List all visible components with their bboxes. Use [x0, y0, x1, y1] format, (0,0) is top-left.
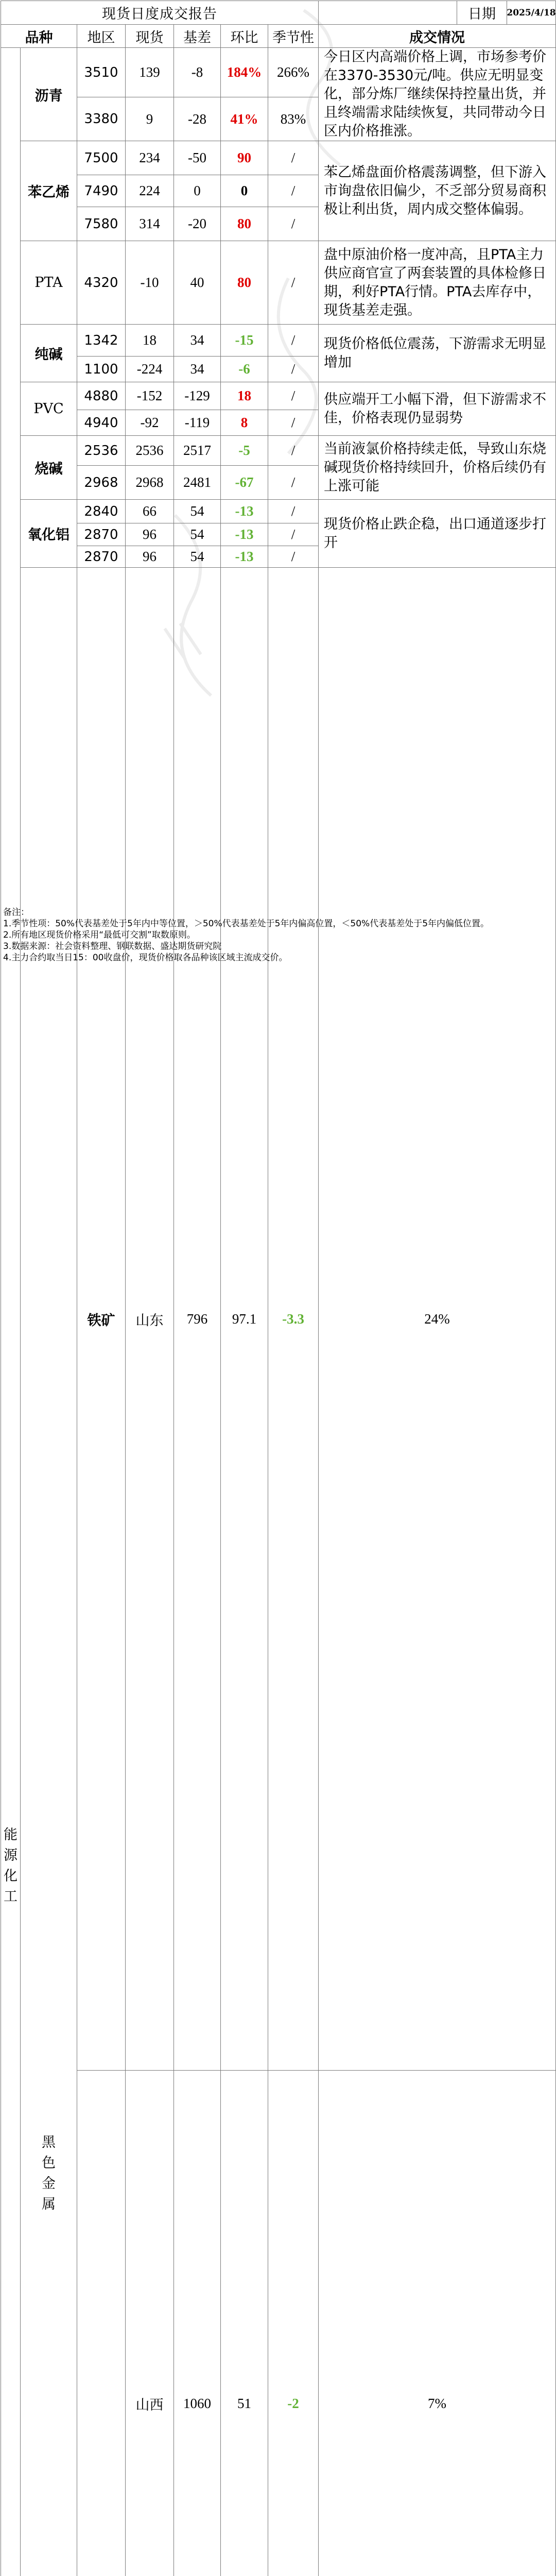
region-cell: 3380	[77, 97, 126, 141]
season-cell: /	[268, 382, 319, 410]
title-row	[1, 1, 556, 25]
season-cell: 83%	[268, 97, 319, 141]
basis-cell: 54	[174, 546, 221, 568]
product-caustic-soda: 烧碱	[21, 436, 77, 500]
product-asphalt: 沥青	[21, 48, 77, 141]
product-pvc: PVC	[21, 382, 77, 436]
mom-cell: 80	[221, 207, 268, 241]
mom-cell: -5	[221, 436, 268, 466]
spot-cell: 2536	[126, 436, 174, 466]
basis-cell: -28	[174, 97, 221, 141]
mom-cell: -13	[221, 546, 268, 568]
mom-cell: -13	[221, 500, 268, 523]
notes-heading: 备注：	[3, 907, 554, 918]
report-table	[1, 1, 556, 2576]
mom-cell: -6	[221, 357, 268, 382]
spot-cell: -10	[126, 241, 174, 325]
mom-cell: 0	[221, 175, 268, 207]
spot-cell: 96	[126, 523, 174, 546]
basis-cell: 2517	[174, 436, 221, 466]
product-iron-ore: 铁矿	[77, 568, 126, 2071]
basis-cell: 0	[174, 175, 221, 207]
mom-cell: 90	[221, 141, 268, 175]
season-cell: /	[268, 241, 319, 325]
product-pta: PTA	[21, 241, 77, 325]
basis-cell: -20	[174, 207, 221, 241]
header-spot: 现货	[126, 25, 174, 48]
basis-cell: 51	[221, 2071, 268, 2576]
season-cell: /	[268, 523, 319, 546]
table-row	[1, 436, 556, 466]
mom-cell: 18	[221, 382, 268, 410]
season-cell: /	[268, 141, 319, 175]
date-label: 日期	[457, 1, 507, 24]
spot-cell: 18	[126, 325, 174, 357]
desc-soda-ash: 现货价格低位震荡，下游需求无明显增加	[319, 325, 556, 382]
desc-pvc: 供应端开工小幅下滑，但下游需求不佳，价格表现仍显弱势	[319, 382, 556, 436]
mom-cell: -67	[221, 466, 268, 500]
season-cell: /	[268, 207, 319, 241]
header-deal-status: 成交情况	[319, 25, 556, 48]
spot-cell: 796	[174, 568, 221, 2071]
header-mom: 环比	[221, 25, 268, 48]
desc-asphalt: 今日区内高端价格上调，市场参考价在3370-3530元/吨。供应无明显变化，部分炼厂继续保持控量出货，并且终端需求陆续恢复，共同带动今日区内价格推涨。	[319, 48, 556, 141]
spot-cell: 66	[126, 500, 174, 523]
spot-cell: -224	[126, 357, 174, 382]
report-date: 2025/4/18	[507, 1, 555, 24]
group-energy-chem: 能 源 化 工	[1, 48, 21, 2576]
header-product: 品种	[1, 25, 77, 48]
table-row	[1, 382, 556, 410]
region-cell: 2536	[77, 436, 126, 466]
note-line: 4.主力合约取当日15：00收盘价，现货价格取各品种该区域主流成交价。	[3, 952, 554, 963]
region-cell: 4880	[77, 382, 126, 410]
basis-cell: 54	[174, 523, 221, 546]
region-cell: 4320	[77, 241, 126, 325]
region-cell: 7580	[77, 207, 126, 241]
basis-cell: -50	[174, 141, 221, 175]
report-title: 现货日度成交报告	[1, 1, 319, 25]
region-cell: 7490	[77, 175, 126, 207]
product-alumina: 氧化铝	[21, 500, 77, 568]
spot-cell: 96	[126, 546, 174, 568]
mom-cell: -2	[268, 2071, 319, 2576]
region-cell: 2840	[77, 500, 126, 523]
mom-cell: -15	[221, 325, 268, 357]
mom-cell: 184%	[221, 48, 268, 97]
spot-cell: -152	[126, 382, 174, 410]
spot-cell: 139	[126, 48, 174, 97]
season-cell: /	[268, 466, 319, 500]
mom-cell: 80	[221, 241, 268, 325]
region-cell: 2870	[77, 546, 126, 568]
season-cell: /	[268, 357, 319, 382]
desc-caustic-soda: 当前液氯价格持续走低，导致山东烧碱现货价格持续回升，价格后续仍有上涨可能	[319, 436, 556, 500]
spot-cell: 9	[126, 97, 174, 141]
season-cell: /	[268, 500, 319, 523]
product-soda-ash: 纯碱	[21, 325, 77, 382]
notes-section	[3, 907, 554, 963]
spot-cell: 234	[126, 141, 174, 175]
note-line: 2.所有地区现货价格采用“最低可交割”取数原则。	[3, 929, 554, 941]
season-cell: 266%	[268, 48, 319, 97]
season-cell: /	[268, 546, 319, 568]
spot-cell: 224	[126, 175, 174, 207]
header-row	[1, 25, 556, 48]
table-row	[1, 241, 556, 325]
desc-pta: 盘中原油价格一度冲高，且PTA主力供应商官宣了两套装置的具体检修日期，利好PTA行情。PTA去库存中，现货基差走强。	[319, 241, 556, 325]
region-cell: 4940	[77, 410, 126, 436]
note-line: 1.季节性项：50%代表基差处于5年内中等位置，＞50%代表基差处于5年内偏高位置，＜50%代表基差处于5年内偏低位置。	[3, 918, 554, 929]
basis-cell: -129	[174, 382, 221, 410]
desc-styrene: 苯乙烯盘面价格震荡调整，但下游入市询盘依旧偏少，不乏部分贸易商积极让利出货，周内成交整体偏弱。	[319, 141, 556, 241]
season-cell: /	[268, 325, 319, 357]
report-sheet	[0, 0, 556, 973]
region-cell: 2968	[77, 466, 126, 500]
season-cell: /	[268, 436, 319, 466]
desc-alumina: 现货价格止跌企稳，出口通道逐步打开	[319, 500, 556, 568]
mom-cell: 41%	[221, 97, 268, 141]
header-basis: 基差	[174, 25, 221, 48]
spot-cell: 1060	[174, 2071, 221, 2576]
season-cell: /	[268, 175, 319, 207]
table-row	[1, 500, 556, 523]
region-cell: 山东	[126, 568, 174, 2071]
season-cell: 24%	[319, 568, 556, 2071]
table-row	[1, 568, 556, 2071]
basis-cell: 34	[174, 325, 221, 357]
table-row	[1, 325, 556, 357]
region-cell: 1100	[77, 357, 126, 382]
mom-cell: -3.3	[268, 568, 319, 2071]
season-cell: /	[268, 410, 319, 436]
table-row	[1, 2071, 556, 2576]
region-cell: 山西	[126, 2071, 174, 2576]
mom-cell: 8	[221, 410, 268, 436]
spot-cell: -92	[126, 410, 174, 436]
note-line: 3.数据来源：社会资料整理、钢联数据、盛达期货研究院	[3, 941, 554, 952]
header-seasonality: 季节性	[268, 25, 319, 48]
basis-cell: 97.1	[221, 568, 268, 2071]
table-row	[1, 48, 556, 97]
region-cell: 3510	[77, 48, 126, 97]
table-row	[1, 141, 556, 175]
product-styrene: 苯乙烯	[21, 141, 77, 241]
region-cell: 1342	[77, 325, 126, 357]
spot-cell: 314	[126, 207, 174, 241]
basis-cell: 54	[174, 500, 221, 523]
basis-cell: -119	[174, 410, 221, 436]
basis-cell: -8	[174, 48, 221, 97]
season-cell: 7%	[319, 2071, 556, 2576]
region-cell: 2870	[77, 523, 126, 546]
product-coking-coal	[77, 2071, 126, 2576]
region-cell: 7500	[77, 141, 126, 175]
spot-cell: 2968	[126, 466, 174, 500]
mom-cell: -13	[221, 523, 268, 546]
basis-cell: 2481	[174, 466, 221, 500]
basis-cell: 40	[174, 241, 221, 325]
header-region: 地区	[77, 25, 126, 48]
group-ferrous-metals: 黑 色 金 属	[21, 568, 77, 2576]
basis-cell: 34	[174, 357, 221, 382]
